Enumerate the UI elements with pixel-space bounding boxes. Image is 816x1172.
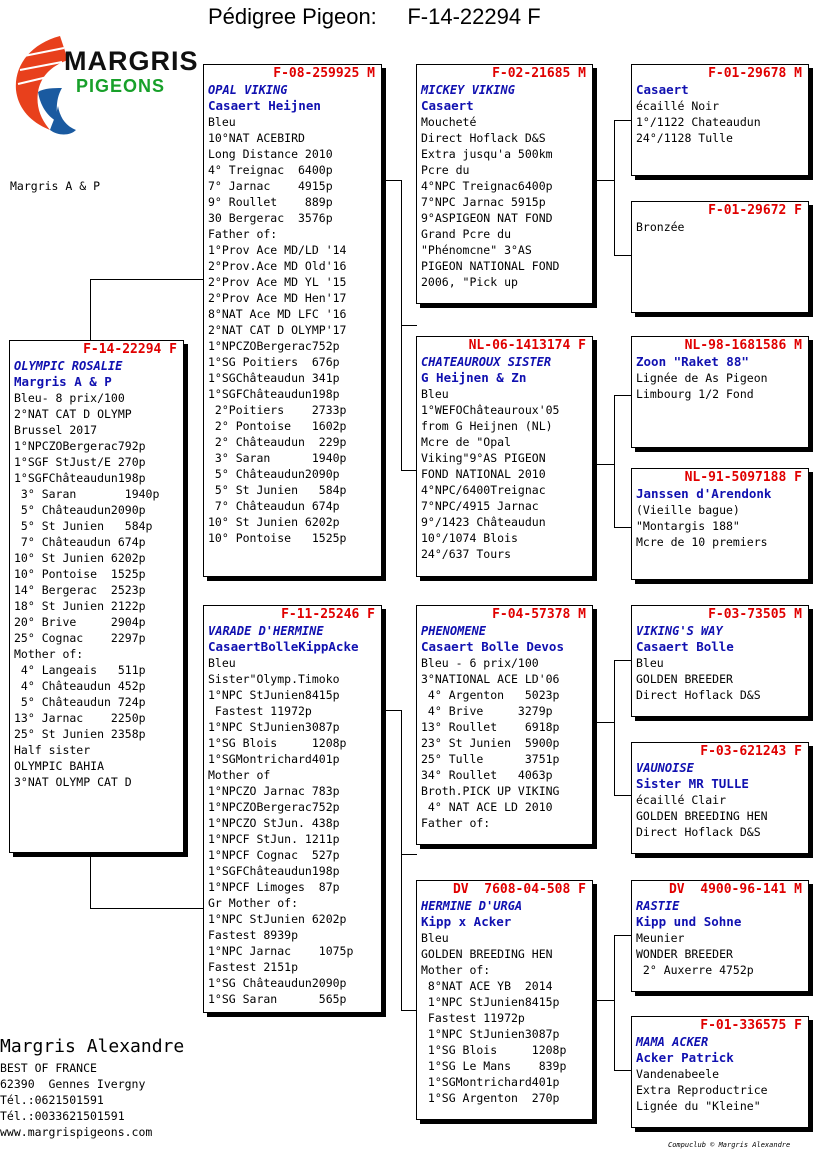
pigeon-name: MAMA ACKER bbox=[636, 1035, 709, 1049]
detail-line: GOLDEN BREEDING HEN bbox=[421, 947, 553, 961]
detail-line: 5° Châteaudun2090p bbox=[14, 503, 146, 517]
detail-line: 1°NPC StJunien 6202p bbox=[208, 912, 347, 926]
pigeon-name: RASTIE bbox=[636, 899, 680, 913]
owner-name: Janssen d'Arendonk bbox=[636, 486, 772, 501]
detail-line: 7° Jarnac 4915p bbox=[208, 179, 333, 193]
ring-number: F-03-73505 M bbox=[708, 607, 802, 622]
detail-line: 1°SGMontrichard401p bbox=[208, 752, 340, 766]
detail-line: OLYMPIC BAHIA bbox=[14, 759, 105, 773]
detail-line: Long Distance 2010 bbox=[208, 147, 333, 161]
detail-line: 2°Prov Ace MD YL '15 bbox=[208, 275, 347, 289]
footer-line: Tél.:0033621501591 bbox=[0, 1109, 125, 1123]
connector bbox=[593, 722, 615, 723]
detail-line: 14° Bergerac 2523p bbox=[14, 583, 146, 597]
detail-line: Mcre de 10 premiers bbox=[636, 535, 768, 549]
detail-line: Father of: bbox=[208, 227, 278, 241]
connector bbox=[401, 854, 417, 855]
detail-line: Fastest 8939p bbox=[208, 928, 299, 942]
detail-line: 5° St Junien 584p bbox=[208, 483, 347, 497]
detail-line: 1°SG Poitiers 676p bbox=[208, 355, 340, 369]
detail-line: 1°Prov Ace MD/LD '14 bbox=[208, 243, 347, 257]
detail-line: Sister"Olymp.Timoko bbox=[208, 672, 340, 686]
ring-number: F-11-25246 F bbox=[281, 607, 375, 622]
card-dss bbox=[631, 605, 809, 717]
detail-line: from G Heijnen (NL) bbox=[421, 419, 553, 433]
detail-line: 1°SGFChâteaudun198p bbox=[208, 387, 340, 401]
detail-line: 3°NAT OLYMP CAT D bbox=[14, 775, 132, 789]
detail-line: 34° Roullet 4063p bbox=[421, 768, 553, 782]
detail-line: 1°NPCZOBergerac792p bbox=[14, 439, 146, 453]
pigeon-name: HERMINE D'URGA bbox=[421, 899, 523, 913]
detail-line: Bleu bbox=[208, 115, 236, 129]
connector bbox=[614, 395, 615, 527]
detail-line: Extra Reproductrice bbox=[636, 1083, 768, 1097]
detail-line: 10° Pontoise 1525p bbox=[14, 567, 146, 581]
detail-line: 7°NPC/4915 Jarnac bbox=[421, 499, 539, 513]
detail-line: 1°SGChâteaudun 341p bbox=[208, 371, 340, 385]
detail-line: 30 Bergerac 3576p bbox=[208, 211, 333, 225]
detail-line: Bleu bbox=[636, 656, 664, 670]
connector bbox=[614, 660, 615, 795]
detail-line: 9° Roullet 889p bbox=[208, 195, 333, 209]
owner-name: Casaert bbox=[421, 98, 474, 113]
card-dds bbox=[631, 880, 809, 992]
detail-line: 1°/1122 Chateaudun bbox=[636, 115, 761, 129]
detail-line: 1°NPCZO StJun. 438p bbox=[208, 816, 340, 830]
detail-line: 1°NPC Jarnac 1075p bbox=[208, 944, 354, 958]
detail-line: Brussel 2017 bbox=[14, 423, 98, 437]
detail-line: 10° St Junien 6202p bbox=[208, 515, 340, 529]
detail-line: 1°NPCF StJun. 1211p bbox=[208, 832, 340, 846]
owner-name: Kipp und Sohne bbox=[636, 914, 742, 929]
detail-line: 2° Châteaudun 229p bbox=[208, 435, 347, 449]
detail-line: Lignée de As Pigeon bbox=[636, 371, 768, 385]
detail-line: (Vieille bague) bbox=[636, 503, 740, 517]
detail-line: 25° St Junien 2358p bbox=[14, 727, 146, 741]
detail-line: 1°SG Saran 565p bbox=[208, 992, 347, 1006]
detail-line: Fastest 2151p bbox=[208, 960, 299, 974]
detail-line: Bleu bbox=[421, 931, 449, 945]
detail-line: 7°NPC Jarnac 5915p bbox=[421, 195, 546, 209]
detail-line: GOLDEN BREEDER bbox=[636, 672, 733, 686]
connector bbox=[401, 710, 402, 1010]
detail-line: Bronzée bbox=[636, 220, 685, 234]
detail-line: 2006, "Pick up bbox=[421, 275, 518, 289]
detail-line: 3° Saran 1940p bbox=[14, 487, 160, 501]
connector bbox=[614, 120, 615, 255]
ring-number: F-01-29672 F bbox=[708, 203, 802, 218]
detail-line: Father of: bbox=[421, 816, 491, 830]
connector bbox=[593, 180, 615, 181]
connector bbox=[614, 795, 632, 796]
detail-line: 10° Pontoise 1525p bbox=[208, 531, 347, 545]
card-sds bbox=[631, 336, 809, 448]
detail-line: 9°/1423 Châteaudun bbox=[421, 515, 546, 529]
detail-line: Bleu bbox=[208, 656, 236, 670]
breeder-label: Margris A & P bbox=[10, 179, 101, 193]
connector bbox=[614, 1070, 632, 1071]
ring-number: DV 4900-96-141 M bbox=[668, 882, 802, 897]
logo-pigeons: PIGEONS bbox=[76, 76, 166, 96]
ring-number: F-03-621243 F bbox=[700, 744, 802, 759]
ring-number: DV 7608-04-508 F bbox=[452, 882, 586, 897]
ring-number: NL-91-5097188 F bbox=[684, 470, 802, 485]
detail-line: 4° Treignac 6400p bbox=[208, 163, 333, 177]
detail-line: Lignée du "Kleine" bbox=[636, 1099, 761, 1113]
connector bbox=[90, 908, 204, 909]
pigeon-name: OPAL VIKING bbox=[208, 83, 288, 97]
detail-line: Bleu - 6 prix/100 bbox=[421, 656, 539, 670]
ring-number: F-04-57378 M bbox=[492, 607, 586, 622]
connector bbox=[401, 1010, 417, 1011]
connector bbox=[614, 395, 632, 396]
detail-line: Bleu- 8 prix/100 bbox=[14, 391, 125, 405]
detail-line: 4°NPC Treignac6400p bbox=[421, 179, 553, 193]
detail-line: GOLDEN BREEDING HEN bbox=[636, 809, 768, 823]
connector bbox=[401, 325, 417, 326]
detail-line: 1°SGMontrichard401p bbox=[421, 1075, 560, 1089]
owner-name: Sister MR TULLE bbox=[636, 776, 749, 791]
pigeon-name: VARADE D'HERMINE bbox=[208, 624, 324, 638]
owner-name: Casaert Bolle Devos bbox=[421, 639, 564, 654]
detail-line: 1°SGF StJust/E 270p bbox=[14, 455, 146, 469]
detail-line: 7° Châteaudun 674p bbox=[14, 535, 146, 549]
detail-line: 4° Langeais 511p bbox=[14, 663, 146, 677]
footer-name: Margris Alexandre bbox=[0, 1036, 185, 1057]
detail-line: 2°Poitiers 2733p bbox=[208, 403, 347, 417]
detail-line: 23° St Junien 5900p bbox=[421, 736, 560, 750]
detail-line: 1°NPC StJunien3087p bbox=[421, 1027, 560, 1041]
detail-line: Vandenabeele bbox=[636, 1067, 720, 1081]
detail-line: 1°SG Argenton 270p bbox=[421, 1091, 560, 1105]
detail-line: 24°/1128 Tulle bbox=[636, 131, 733, 145]
footer-line: Tél.:0621501591 bbox=[0, 1093, 104, 1107]
ring-number: NL-06-1413174 F bbox=[468, 338, 586, 353]
owner-name: Kipp x Acker bbox=[421, 914, 512, 929]
card-ssd bbox=[631, 201, 809, 313]
detail-line: 25° Tulle 3751p bbox=[421, 752, 560, 766]
owner-name: Zoon "Raket 88" bbox=[636, 354, 749, 369]
owner-name: Casaert bbox=[636, 82, 689, 97]
detail-line: 1°NPCZOBergerac752p bbox=[208, 339, 340, 353]
detail-line: 24°/637 Tours bbox=[421, 547, 512, 561]
owner-name: Acker Patrick bbox=[636, 1050, 734, 1065]
logo-margris: MARGRIS bbox=[64, 46, 199, 76]
detail-line: 4° Argenton 5023p bbox=[421, 688, 560, 702]
detail-line: 1°SGFChâteaudun198p bbox=[14, 471, 146, 485]
detail-line: 5° Châteaudun 724p bbox=[14, 695, 146, 709]
detail-line: Mother of: bbox=[14, 647, 84, 661]
connector bbox=[401, 470, 417, 471]
margris-logo bbox=[10, 26, 199, 146]
detail-line: 1°SG Châteaudun2090p bbox=[208, 976, 347, 990]
ring-number: F-01-29678 M bbox=[708, 66, 802, 81]
card-ddd bbox=[631, 1016, 809, 1128]
detail-line: Grand Pcre du bbox=[421, 227, 512, 241]
detail-line: 1°WEFOChâteauroux'05 bbox=[421, 403, 560, 417]
detail-line: 1°NPCZO Jarnac 783p bbox=[208, 784, 340, 798]
footer-contact bbox=[0, 1060, 152, 1140]
detail-line: Mcre de "Opal bbox=[421, 435, 512, 449]
connector bbox=[382, 710, 402, 711]
detail-line: 2°Prov.Ace MD Old'16 bbox=[208, 259, 347, 273]
detail-line: "Phénomcne" 3°AS bbox=[421, 243, 532, 257]
detail-line: 3° Saran 1940p bbox=[208, 451, 347, 465]
detail-line: 1°SGFChâteaudun198p bbox=[208, 864, 340, 878]
detail-line: 5° St Junien 584p bbox=[14, 519, 153, 533]
detail-line: Fastest 11972p bbox=[208, 704, 312, 718]
detail-line: 4° Brive 3279p bbox=[421, 704, 553, 718]
pigeon-name: OLYMPIC ROSALIE bbox=[14, 359, 123, 373]
detail-line: Direct Hoflack D&S bbox=[636, 825, 761, 839]
detail-line: 13° Jarnac 2250p bbox=[14, 711, 146, 725]
detail-line: 1°SG Le Mans 839p bbox=[421, 1059, 567, 1073]
detail-line: 7° Châteaudun 674p bbox=[208, 499, 340, 513]
owner-name: Casaert Bolle bbox=[636, 639, 734, 654]
card-dam bbox=[203, 605, 382, 1013]
page-title: Pédigree Pigeon: F-14-22294 F bbox=[208, 4, 541, 29]
card-sss bbox=[631, 64, 809, 176]
pigeon-name: CHATEAUROUX SISTER bbox=[421, 355, 552, 369]
detail-line: écaillé Noir bbox=[636, 99, 720, 113]
detail-line: 2°Prov Ace MD Hen'17 bbox=[208, 291, 347, 305]
detail-line: 4° NAT ACE LD 2010 bbox=[421, 800, 553, 814]
ring-number: NL-98-1681586 M bbox=[684, 338, 802, 353]
connector bbox=[614, 120, 632, 121]
pigeon-name: MICKEY VIKING bbox=[421, 83, 515, 97]
connector bbox=[614, 255, 632, 256]
detail-line: PIGEON NATIONAL FOND bbox=[421, 259, 560, 273]
detail-line: Extra jusqu'a 500km bbox=[421, 147, 553, 161]
detail-line: 13° Roullet 6918p bbox=[421, 720, 560, 734]
detail-line: 8°NAT ACE YB 2014 bbox=[421, 979, 553, 993]
owner-name: Margris A & P bbox=[14, 374, 112, 389]
connector bbox=[614, 935, 632, 936]
connector bbox=[593, 1000, 615, 1001]
detail-line: 25° Cognac 2297p bbox=[14, 631, 146, 645]
ring-number: F-08-259925 M bbox=[273, 66, 375, 81]
detail-line: 1°NPC StJunien8415p bbox=[208, 688, 340, 702]
detail-line: 9°ASPIGEON NAT FOND bbox=[421, 211, 553, 225]
card-dam-dam bbox=[416, 880, 593, 1120]
card-sire-sire bbox=[416, 64, 593, 304]
card-sire bbox=[203, 64, 382, 577]
detail-line: Pcre du bbox=[421, 163, 470, 177]
detail-line: 10° St Junien 6202p bbox=[14, 551, 146, 565]
detail-line: Meunier bbox=[636, 931, 685, 945]
owner-name: Casaert Heijnen bbox=[208, 98, 321, 113]
pigeon-name: PHENOMENE bbox=[421, 624, 487, 638]
detail-line: Broth.PICK UP VIKING bbox=[421, 784, 560, 798]
detail-line: 18° St Junien 2122p bbox=[14, 599, 146, 613]
detail-line: Limbourg 1/2 Fond bbox=[636, 387, 754, 401]
detail-line: 2° Pontoise 1602p bbox=[208, 419, 347, 433]
detail-line: WONDER BREEDER bbox=[636, 947, 733, 961]
connector bbox=[614, 660, 632, 661]
pigeon-name: VIKING'S WAY bbox=[636, 624, 723, 638]
connector bbox=[593, 464, 615, 465]
detail-line: "Montargis 188" bbox=[636, 519, 740, 533]
detail-line: Mother of bbox=[208, 768, 271, 782]
detail-line: 4°NPC/6400Treignac bbox=[421, 483, 546, 497]
detail-line: Bleu bbox=[421, 387, 449, 401]
card-dam-sire bbox=[416, 605, 593, 845]
connector bbox=[614, 527, 632, 528]
detail-line: 1°SG Blois 1208p bbox=[208, 736, 347, 750]
detail-line: Fastest 11972p bbox=[421, 1011, 525, 1025]
connector bbox=[90, 279, 91, 341]
card-sdd bbox=[631, 468, 809, 580]
detail-line: 1°NPC StJunien3087p bbox=[208, 720, 340, 734]
detail-line: 20° Brive 2904p bbox=[14, 615, 146, 629]
detail-line: Mother of: bbox=[421, 963, 491, 977]
detail-line: 4° Châteaudun 452p bbox=[14, 679, 146, 693]
detail-line: 10°/1074 Blois bbox=[421, 531, 518, 545]
card-sire-dam bbox=[416, 336, 593, 577]
detail-line: 5° Châteaudun2090p bbox=[208, 467, 340, 481]
footer-line: www.margrispigeons.com bbox=[0, 1125, 153, 1139]
detail-line: 1°SG Blois 1208p bbox=[421, 1043, 567, 1057]
detail-line: 1°NPC StJunien8415p bbox=[421, 995, 560, 1009]
ring-number: F-02-21685 M bbox=[492, 66, 586, 81]
detail-line: 10°NAT ACEBIRD bbox=[208, 131, 305, 145]
card-subject bbox=[9, 340, 184, 853]
detail-line: 1°NPCZOBergerac752p bbox=[208, 800, 340, 814]
pigeon-wing-icon bbox=[10, 26, 80, 138]
detail-line: 1°NPCF Cognac 527p bbox=[208, 848, 340, 862]
detail-line: Viking"9°AS PIGEON bbox=[421, 451, 546, 465]
detail-line: Gr Mother of: bbox=[208, 896, 299, 910]
owner-name: G Heijnen & Zn bbox=[421, 370, 527, 385]
footer-line: BEST OF FRANCE bbox=[0, 1061, 97, 1075]
ring-number: F-01-336575 F bbox=[700, 1018, 802, 1033]
detail-line: écaillé Clair bbox=[636, 793, 727, 807]
connector bbox=[382, 180, 402, 181]
detail-line: 3°NATIONAL ACE LD'06 bbox=[421, 672, 560, 686]
detail-line: 8°NAT Ace MD LFC '16 bbox=[208, 307, 347, 321]
pigeon-name: VAUNOISE bbox=[636, 761, 694, 775]
detail-line: 2° Auxerre 4752p bbox=[636, 963, 754, 977]
credit-note: Compuclub © Margris Alexandre bbox=[668, 1141, 791, 1149]
owner-name: CasaertBolleKippAcke bbox=[208, 639, 359, 654]
detail-line: Direct Hoflack D&S bbox=[636, 688, 761, 702]
detail-line: Direct Hoflack D&S bbox=[421, 131, 546, 145]
detail-line: 2°NAT CAT D OLYMP bbox=[14, 407, 132, 421]
detail-line: FOND NATIONAL 2010 bbox=[421, 467, 546, 481]
card-dsd bbox=[631, 742, 809, 854]
footer-line: 62390 Gennes Ivergny bbox=[0, 1077, 146, 1091]
detail-line: 2°NAT CAT D OLYMP'17 bbox=[208, 323, 347, 337]
connector bbox=[90, 279, 204, 280]
detail-line: Moucheté bbox=[421, 115, 477, 129]
detail-line: 1°NPCF Limoges 87p bbox=[208, 880, 340, 894]
detail-line: Half sister bbox=[14, 743, 91, 757]
connector bbox=[90, 853, 91, 908]
ring-number: F-14-22294 F bbox=[83, 342, 177, 357]
connector bbox=[614, 935, 615, 1070]
